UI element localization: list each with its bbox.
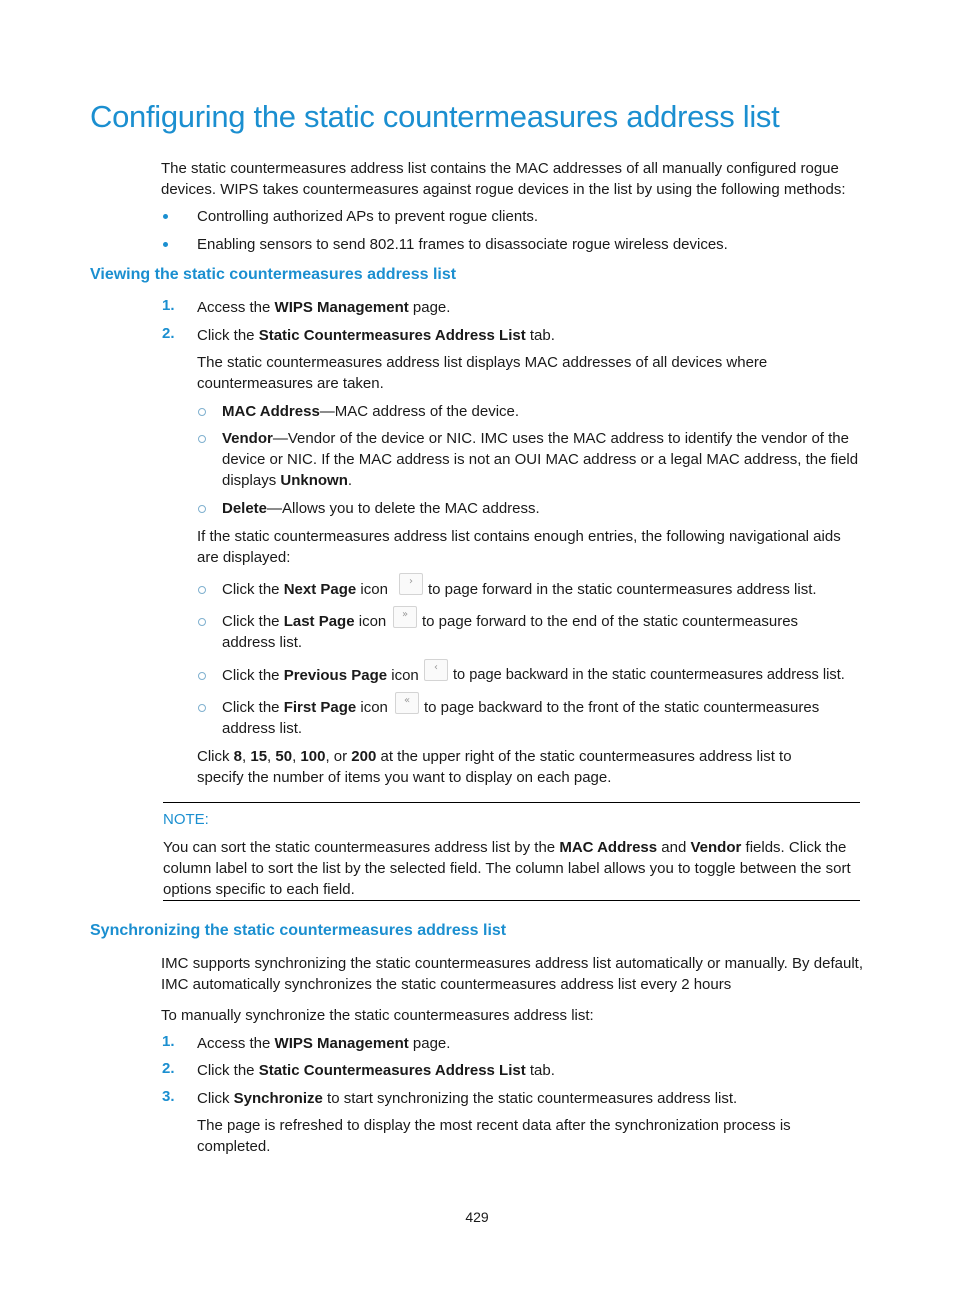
field-item: Delete—Allows you to delete the MAC address. [222, 500, 540, 517]
nav-item-first-desc: to page backward to the front of the static countermeasures address list. [222, 699, 820, 737]
step-number: 1. [162, 1033, 175, 1050]
sub-bullet-icon [198, 618, 206, 626]
step-text: Click the Static Countermeasures Address List tab. [197, 1062, 555, 1079]
last-page-icon: » [393, 606, 417, 628]
intro-bullet: Enabling sensors to send 802.11 frames to disassociate rogue wireless devices. [197, 236, 728, 253]
field-item: MAC Address—MAC address of the device. [222, 403, 520, 420]
note-bottom-rule [163, 900, 860, 901]
page-number: 429 [465, 1209, 489, 1225]
note-top-rule [163, 802, 860, 803]
nav-intro: If the static countermeasures address list contains enough entries, the following navigational aids are displayed: [197, 528, 841, 566]
step-text: Access the WIPS Management page. [197, 1035, 451, 1052]
section-heading-sync: Synchronizing the static countermeasures address list [90, 922, 507, 939]
sub-bullet-icon [198, 435, 206, 443]
note-label: NOTE: [163, 811, 209, 828]
step-text: Access the WIPS Management page. [197, 299, 451, 316]
page-title: Configuring the static countermeasures address list [90, 99, 780, 134]
step-description: The static countermeasures address list displays MAC addresses of all devices where countermeasures are taken. [197, 354, 768, 392]
note-text: You can sort the static countermeasures address list by the MAC Address and Vendor fields. Click the column label to sort the list by the selected field. The column label allows you to toggle between the sort options specific to each field. [163, 839, 851, 898]
step-number: 1. [162, 297, 175, 314]
nav-item-next-desc: to page forward in the static countermeasures address list. [428, 581, 817, 598]
intro-paragraph: The static countermeasures address list contains the MAC addresses of all manually configured rogue devices. WIPS takes countermeasures against rogue devices in the list by using the following methods: [161, 160, 846, 198]
bullet-icon [163, 214, 168, 219]
field-item: Vendor—Vendor of the device or NIC. IMC uses the MAC address to identify the vendor of the device or NIC. If the MAC address is not an OUI MAC address or a legal MAC address, the field displays Unknown. [222, 430, 859, 489]
bullet-icon [163, 242, 168, 247]
sub-bullet-icon [198, 704, 206, 712]
step-text: Click the Static Countermeasures Address List tab. [197, 327, 555, 344]
sub-bullet-icon [198, 672, 206, 680]
step-number: 2. [162, 1060, 175, 1077]
sync-manual: To manually synchronize the static countermeasures address list: [161, 1007, 594, 1024]
sync-result: The page is refreshed to display the most recent data after the synchronization process is completed. [197, 1117, 791, 1155]
sub-bullet-icon [198, 505, 206, 513]
sub-bullet-icon [198, 408, 206, 416]
step-number: 3. [162, 1088, 175, 1105]
sync-intro: IMC supports synchronizing the static countermeasures address list automatically or manually. By default, IMC automatically synchronizes the static countermeasures address list every 2 hours [161, 955, 863, 993]
step-text: Click Synchronize to start synchronizing the static countermeasures address list. [197, 1090, 738, 1107]
nav-item-first: Click the First Page icon [222, 699, 388, 716]
previous-page-icon: ‹ [424, 659, 448, 681]
nav-item-last: Click the Last Page icon [222, 613, 387, 630]
nav-item-last-desc: to page forward to the end of the static countermeasures address list. [222, 613, 799, 651]
section-heading-viewing: Viewing the static countermeasures address list [90, 266, 457, 283]
next-page-icon: › [399, 573, 423, 595]
sub-bullet-icon [198, 586, 206, 594]
intro-bullet: Controlling authorized APs to prevent rogue clients. [197, 208, 539, 225]
nav-item-previous: Click the Previous Page icon [222, 667, 419, 684]
nav-item-next: Click the Next Page icon [222, 581, 388, 598]
page-size-text: Click 8, 15, 50, 100, or 200 at the upper right of the static countermeasures address list to specify the number of items you want to display on each page. [197, 748, 792, 786]
step-number: 2. [162, 325, 175, 342]
first-page-icon: « [395, 692, 419, 714]
nav-item-previous-desc: to page backward in the static countermeasures address list. [453, 667, 845, 683]
